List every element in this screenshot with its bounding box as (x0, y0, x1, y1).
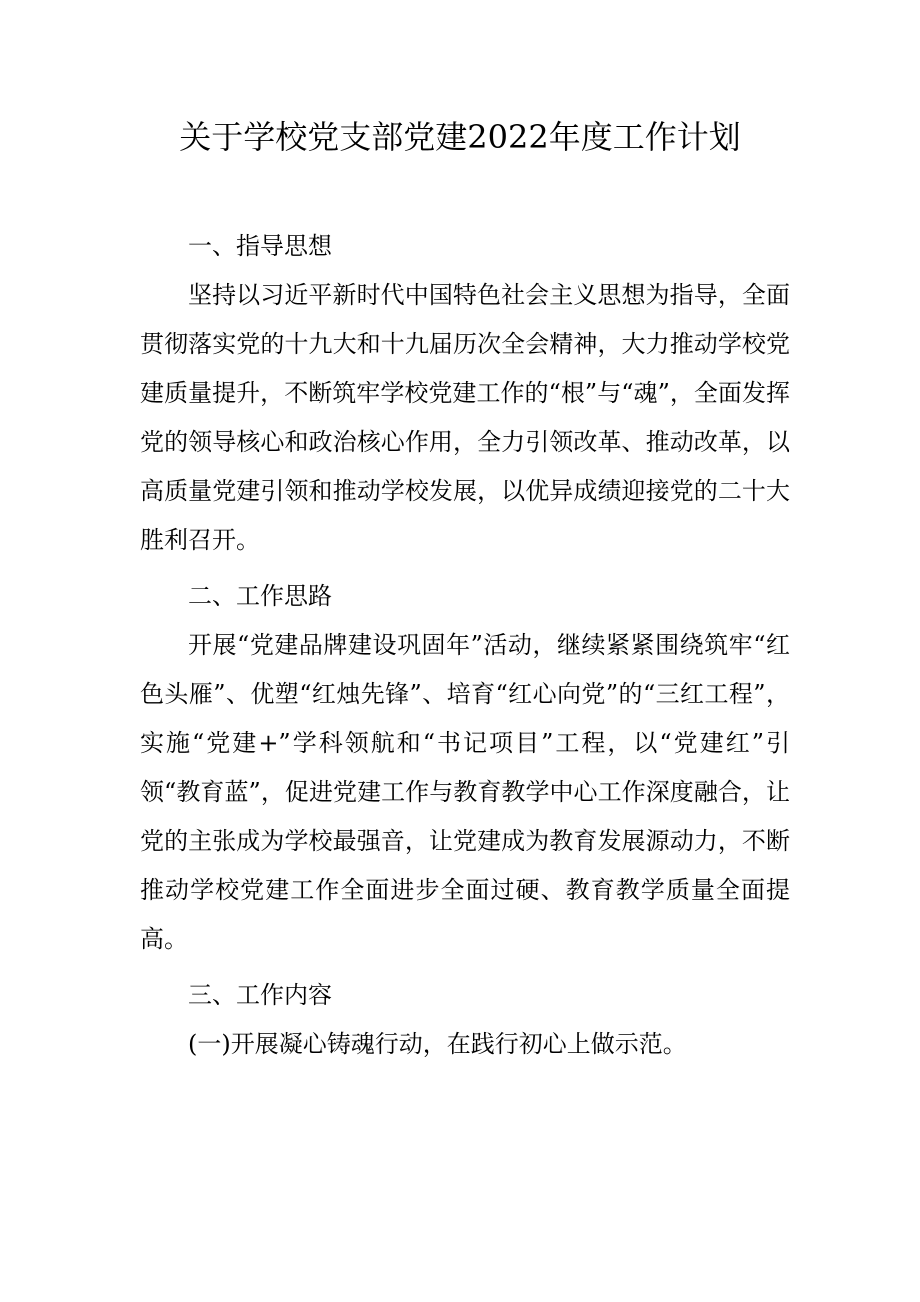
section-paragraph-1: 坚持以习近平新时代中国特色社会主义思想为指导，全面贯彻落实党的十九大和十九届历次全会精神，大力推动学校党建质量提升，不断筑牢学校党建工作的“根”与“魂”，全面发挥党的领导核心和政治核心作用，全力引领改革、推动改革，以高质量党建引领和推动学校发展，以优异成绩迎接党的二十大胜利召开。 (140, 281, 790, 554)
section-heading-2: 二、工作思路 (188, 582, 332, 610)
section-subheading-3-1: (一)开展凝心铸魂行动，在践行初心上做示范。 (188, 1030, 687, 1058)
section-heading-3: 三、工作内容 (188, 981, 332, 1009)
document-title: 关于学校党支部党建2022年度工作计划 (179, 118, 741, 156)
section-heading-1: 一、指导思想 (188, 232, 332, 260)
section-paragraph-2: 开展“党建品牌建设巩固年”活动，继续紧紧围绕筑牢“红色头雁”、优塑“红烛先锋”、培育“红心向党”的“三红工程”，实施“党建+”学科领航和“书记项目”工程，以“党建红”引领“教育蓝”，促进党建工作与教育教学中心工作深度融合，让党的主张成为学校最强音，让党建成为教育发展源动力，不断推动学校党建工作全面进步全面过硬、教育教学质量全面提高。 (140, 631, 790, 953)
